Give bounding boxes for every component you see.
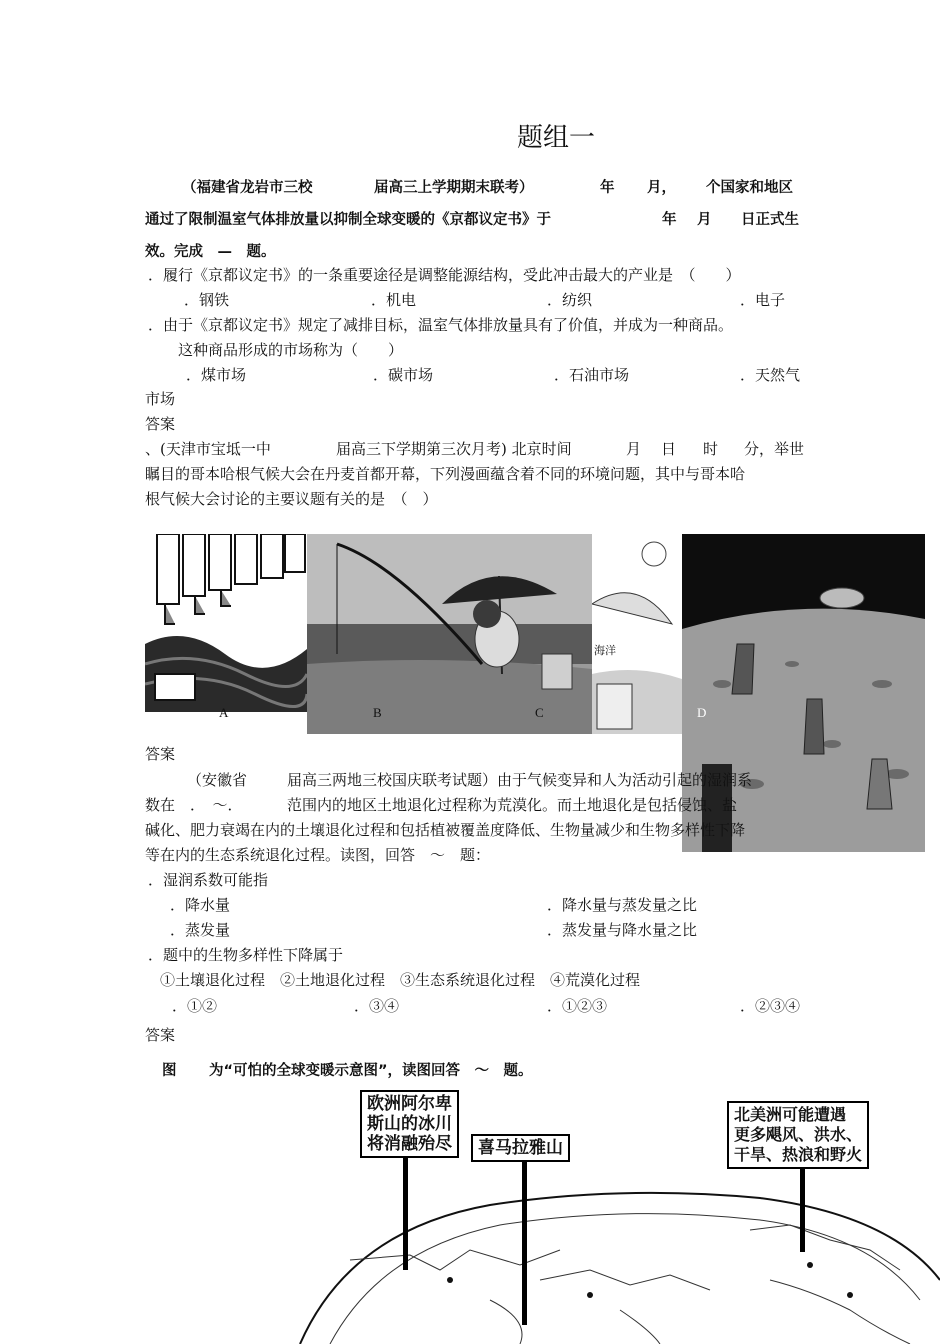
q3-line-2: 瞩目的哥本哈根气候大会在丹麦首都开幕，下列漫画蕴含着不同的环境问题，其中与哥本哈 [145,465,746,483]
answer-label-1: 答案 [145,415,176,433]
cartoon-a-image [145,534,307,712]
q2-stem: ．由于《京都议定书》规定了减排目标，温室气体排放量具有了价值，并成为一种商品。 [148,316,734,334]
q3-line-1-c: 月 [626,440,642,458]
q3-line-1-f: 分，举世 [744,440,805,458]
q2-option-d-wrap: 市场 [145,390,176,408]
q4-sub2-option-c: ．①②③ [547,997,608,1015]
q2-stem-2: 这种商品形成的市场称为（ ） [178,341,404,359]
q3-line-1-e: 时 [703,440,719,458]
q4-sub1-option-d: ．蒸发量与降水量之比 [547,921,698,939]
q1-option-c: ．纺织 [547,291,593,309]
intro-line-2-d: 日正式生 [741,212,799,228]
q3-line-1-b: 届高三下学期第三次月考) 北京时间 [336,440,572,458]
q3-line-3: 根气候大会讨论的主要议题有关的是 （ ） [145,490,438,508]
sign-pole-alps [403,1150,408,1270]
image-label-a: A [219,705,229,720]
cartoon-c-image [592,534,682,734]
q1-option-a: ．钢铁 [184,291,230,309]
q4-sub2-option-a: ．①② [172,997,218,1015]
image-label-b: B [373,705,382,720]
q4-sub2-option-d: ．②③④ [740,997,801,1015]
page-title: 题组一 [517,123,596,153]
intro-line-3: 效。完成 — 题。 [145,244,276,260]
image-label-d: D [697,705,707,720]
intro-line-1-d: 月， [647,180,676,196]
q4-sub2-option-b: ．③④ [354,997,400,1015]
sign-pole-namerica [800,1160,805,1252]
ocean-label: 海洋 [594,645,616,657]
intro-line-2-a: 通过了限制温室气体排放量以抑制全球变暖的《京都议定书》于 [145,212,551,228]
q5-caption-a: 图 [162,1063,177,1079]
q4-line-1-b: 届高三两地三校国庆联考试题）由于气候变异和人为活动引起的湿润系 [287,771,753,789]
q3-line-1-a: 、(天津市宝坻一中 [145,440,271,458]
intro-line-1-e: 个国家和地区 [706,180,793,196]
intro-line-1-b: 届高三上学期期末联考） [374,180,534,196]
sign-himalaya: 喜马拉雅山 [471,1134,570,1162]
q3-line-1-d: 日 [661,440,677,458]
q4-sub1-option-c: ．蒸发量 [170,921,231,939]
q1-stem: ．履行《京都议定书》的一条重要途径是调整能源结构，受此冲击最大的产业是 （ ） [148,266,741,284]
q4-sub1-option-b: ．降水量与蒸发量之比 [547,896,698,914]
intro-line-1-c: 年 [600,180,615,196]
q5-caption-b: 为“可怕的全球变暖示意图”，读图回答 ～ 题。 [209,1063,533,1079]
q2-option-c: ．石油市场 [554,366,630,384]
intro-line-2-b: 年 [662,212,677,228]
intro-line-1-a: （福建省龙岩市三校 [182,180,313,196]
intro-line-2-c: 月 [697,212,712,228]
sign-namerica: 北美洲可能遭遇 更多飓风、洪水、 干旱、热浪和野火 [727,1101,869,1169]
q4-line-3: 碱化、肥力衰竭在内的土壤退化过程和包括植被覆盖度降低、生物量减少和生物多样性下降 [145,821,746,839]
q4-line-2-a: 数在 ． ～． [145,796,243,814]
q1-option-b: ．机电 [371,291,417,309]
q4-line-2-b: 范围内的地区土地退化过程称为荒漠化。而土地退化是包括侵蚀、盐 [287,796,738,814]
answer-label-3: 答案 [145,1026,176,1044]
image-label-c: C [535,705,544,720]
q2-option-b: ．碳市场 [373,366,434,384]
q4-sub1-stem: ．湿润系数可能指 [148,871,269,889]
q4-line-4: 等在内的生态系统退化过程。读图，回答 ～ 题： [145,846,491,864]
q4-line-1-a: （安徽省 [187,771,248,789]
q4-sub2-stem: ．题中的生物多样性下降属于 [148,946,344,964]
q2-option-d: ．天然气 [740,366,801,384]
sign-alps: 欧洲阿尔卑 斯山的冰川 将消融殆尽 [360,1090,459,1158]
q4-sub1-option-a: ．降水量 [170,896,231,914]
q2-option-a: ．煤市场 [186,366,247,384]
answer-label-2: 答案 [145,745,176,763]
q4-sub2-items: ①土壤退化过程 ②土地退化过程 ③生态系统退化过程 ④荒漠化过程 [160,971,641,989]
sign-pole-himalaya [522,1155,527,1325]
cartoon-b-image [307,534,592,734]
q1-option-d: ．电子 [740,291,786,309]
